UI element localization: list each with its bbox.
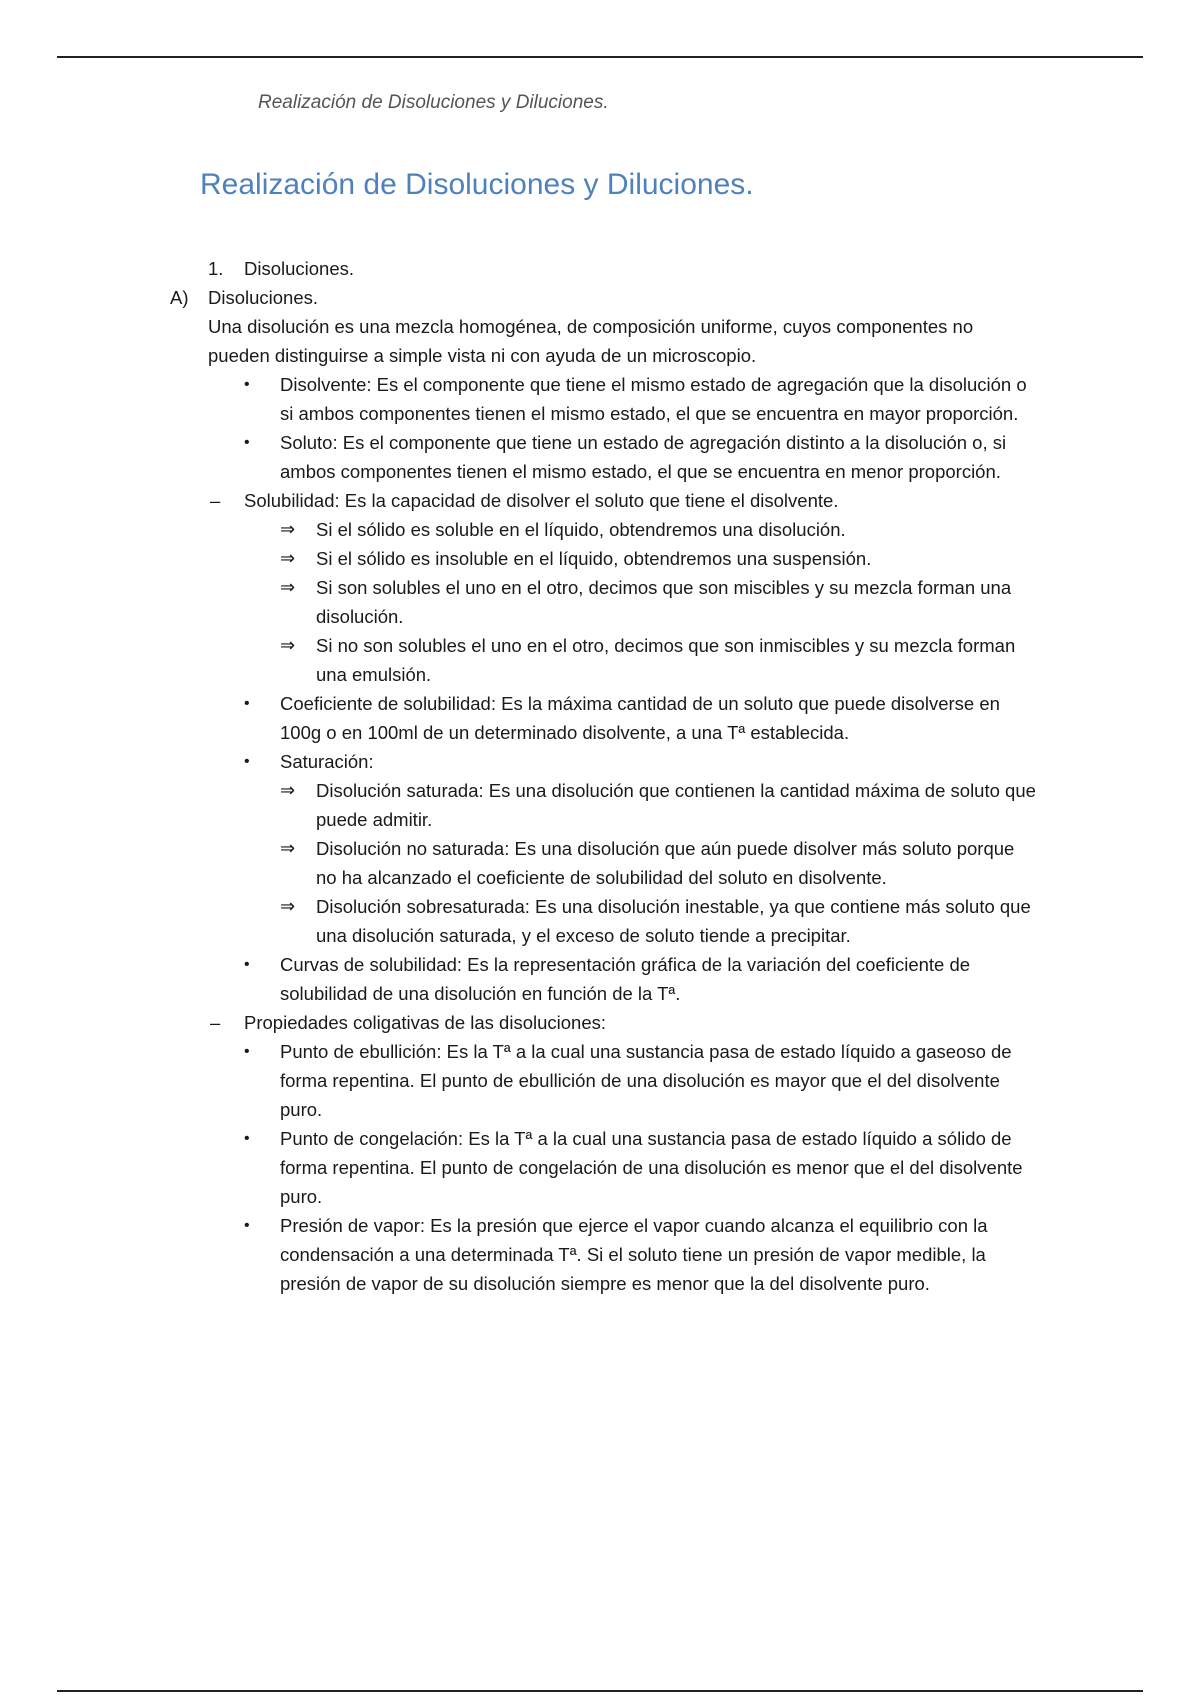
bullet-icon: •: [244, 1043, 250, 1060]
list-item: [0, 573, 1036, 631]
subsection-label: Disoluciones.: [208, 287, 319, 308]
list-item: [0, 631, 1036, 689]
list-item-text: Propiedades coligativas de las disoluciones:: [244, 1012, 606, 1033]
list-item: [0, 1124, 1040, 1211]
document-title: Realización de Disoluciones y Diluciones.: [200, 168, 754, 201]
list-item: [0, 747, 1040, 776]
list-item-text: Disolución no saturada: Es una disolución que aún puede disolver más soluto porque no ha alcanzado el coeficiente de solubilidad del soluto en disolvente.: [316, 838, 1015, 888]
list-item-text: Si el sólido es soluble en el líquido, obtendremos una disolución.: [316, 519, 846, 540]
list-item: [0, 428, 1040, 486]
list-item: [0, 544, 1036, 573]
list-item-text: Si el sólido es insoluble en el líquido, obtendremos una suspensión.: [316, 548, 872, 569]
bullet-icon: •: [244, 434, 250, 451]
bottom-rule: [57, 1690, 1143, 1692]
intro-paragraph: [0, 312, 1028, 370]
dash-icon: –: [210, 1012, 221, 1033]
arrow-icon: ⇒: [280, 577, 296, 597]
list-item: [0, 834, 1036, 892]
list-item: [0, 370, 1040, 428]
arrow-icon: ⇒: [280, 635, 296, 655]
list-item: [0, 776, 1036, 834]
subsection-marker: A): [170, 287, 189, 308]
list-item-text: Solubilidad: Es la capacidad de disolver el soluto que tiene el disolvente.: [244, 490, 839, 511]
list-item-text: Si son solubles el uno en el otro, decimos que son miscibles y su mezcla forman una disolución.: [316, 577, 1012, 627]
list-item: [0, 950, 1040, 1008]
arrow-icon: ⇒: [280, 780, 296, 800]
bullet-icon: •: [244, 1130, 250, 1147]
section-label: Disoluciones.: [244, 258, 355, 279]
arrow-icon: ⇒: [280, 838, 296, 858]
bullet-icon: •: [244, 753, 250, 770]
dash-icon: –: [210, 490, 221, 511]
bullet-icon: •: [244, 1217, 250, 1234]
list-item-text: Punto de ebullición: Es la Tª a la cual una sustancia pasa de estado líquido a gaseoso de forma repentina. El punto de ebullición de una disolución es mayor que el del disolvente puro.: [280, 1041, 1012, 1120]
list-item-text: Disolución sobresaturada: Es una disolución inestable, ya que contiene más soluto que una disolución saturada, y el exceso de soluto tiende a precipitar.: [316, 896, 1031, 946]
list-item-text: Presión de vapor: Es la presión que ejerce el vapor cuando alcanza el equilibrio con la condensación a una determinada Tª. Si el soluto tiene un presión de vapor medible, la presión de vapor de su disolución siempre es menor que la del disolvente puro.: [280, 1215, 988, 1294]
list-item-text: Disolvente: Es el componente que tiene el mismo estado de agregación que la disolución o si ambos componentes tienen el mismo estado, el que se encuentra en mayor proporción.: [280, 374, 1027, 424]
list-item: [0, 1211, 1040, 1298]
subsection-heading: [0, 283, 1200, 312]
bullet-icon: •: [244, 695, 250, 712]
bullet-icon: •: [244, 376, 250, 393]
list-item-text: Si no son solubles el uno en el otro, decimos que son inmiscibles y su mezcla forman una emulsión.: [316, 635, 1016, 685]
list-item: [0, 1037, 1040, 1124]
arrow-icon: ⇒: [280, 896, 296, 916]
section-number: 1.: [208, 258, 224, 279]
list-item-solubilidad: [0, 486, 1034, 515]
bullet-icon: •: [244, 956, 250, 973]
list-item-text: Curvas de solubilidad: Es la representación gráfica de la variación del coeficiente de solubilidad de una disolución en función de la Tª.: [280, 954, 971, 1004]
list-item-text: Coeficiente de solubilidad: Es la máxima cantidad de un soluto que puede disolverse en 100g o en 100ml de un determinado disolvente, a una Tª establecida.: [280, 693, 1000, 743]
running-header: Realización de Disoluciones y Diluciones.: [258, 92, 609, 113]
list-item-text: Soluto: Es el componente que tiene un estado de agregación distinto a la disolución o, si ambos componentes tienen el mismo estado, el que se encuentra en menor proporción.: [280, 432, 1007, 482]
top-rule: [57, 56, 1143, 58]
intro-text: Una disolución es una mezcla homogénea, de composición uniforme, cuyos componentes no pueden distinguirse a simple vista ni con ayuda de un microscopio.: [208, 316, 974, 366]
arrow-icon: ⇒: [280, 548, 296, 568]
list-item: [0, 892, 1036, 950]
arrow-icon: ⇒: [280, 519, 296, 539]
list-item-text: Punto de congelación: Es la Tª a la cual una sustancia pasa de estado líquido a sólido de forma repentina. El punto de congelación de una disolución es menor que el del disolvente puro.: [280, 1128, 1023, 1207]
list-item-propiedades: [0, 1008, 1034, 1037]
document-body: [0, 254, 1200, 1298]
list-item: [0, 515, 1036, 544]
list-item: [0, 689, 1040, 747]
list-item-text: Disolución saturada: Es una disolución que contienen la cantidad máxima de soluto que puede admitir.: [316, 780, 1036, 830]
list-item-text: Saturación:: [280, 751, 374, 772]
section-heading: [0, 254, 1200, 283]
